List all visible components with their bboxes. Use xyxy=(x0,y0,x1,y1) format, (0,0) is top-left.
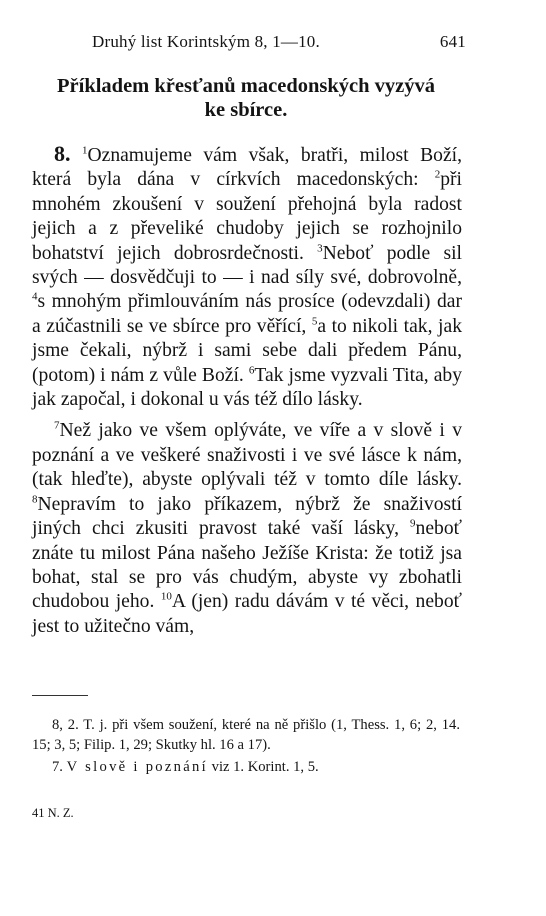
footnote-2-rest: viz 1. Korint. 1, 5. xyxy=(208,759,319,775)
verse-text: Tak jsme vyzvali Tita, aby jak započal, i dokonal u vás též dílo lásky. xyxy=(32,364,462,411)
verse-text: neboť znáte tu milost Pána našeho Ježíše Krista: že totiž jsa bohat, stal se pro vás chudým, abyste vy zbohatli chudobou jeho. xyxy=(32,518,462,613)
paragraph-2 xyxy=(32,419,462,639)
verse-text: při mnohém zkoušení v soužení přehojná byla radost jejich a z převeliké chudoby jejich se rozhojnilo bohatství jejich dobrosrdečnosti. xyxy=(32,169,462,264)
verse-number: 6 xyxy=(248,364,255,377)
printer-signature: 41 N. Z. xyxy=(32,806,74,820)
verse-text: Neboť podle sil svých — dosvědčuji to — i nad síly své, dobrovolně, xyxy=(32,242,462,289)
page-number: 641 xyxy=(439,32,466,51)
verse-text: Než jako ve všem oplýváte, ve víře a v slově i v poznání a ve veškeré snaživosti i ve své lásce k nám, (tak hleďte), abyste oplývali též v tomto díle lásky. xyxy=(32,420,462,491)
footnote-rule xyxy=(32,695,88,696)
running-head-title: Druhý list Korintským 8, 1—10. xyxy=(92,32,320,51)
verse-number: 3 xyxy=(317,242,323,255)
footnote-2 xyxy=(32,758,460,778)
verse-text: A (jen) radu dávám v té věci, neboť jest to užitečno vám, xyxy=(32,591,462,637)
footnotes xyxy=(32,716,460,781)
verse-text: a to nikoli tak, jak jsme čekali, nýbrž i sami sebe dali předem Pánu, (potom) i nám z vůle Boží. xyxy=(32,315,462,386)
footnote-1: 8, 2. T. j. při všem soužení, které na ně přišlo (1, Thess. 1, 6; 2, 14. 15; 3, 5; Filip. 1, 29; Skutky hl. 16 a 17). xyxy=(32,717,460,753)
verse-number: 4 xyxy=(32,290,38,303)
body-text xyxy=(32,142,462,639)
verse-number: 5 xyxy=(311,315,318,328)
verse-number: 1 xyxy=(81,144,88,157)
verse-text: Nepravím to jako příkazem, nýbrž že snaživostí jiných chci zkusiti pravost také vaší lásky, xyxy=(32,493,462,540)
verse-number: 7 xyxy=(54,419,60,432)
verse-number: 9 xyxy=(410,517,416,530)
section-heading-line-1: Příkladem křesťanů macedonských vyzývá xyxy=(57,75,435,97)
footnote-2-ref: 7. xyxy=(52,759,63,775)
verse-number: 8 xyxy=(32,493,38,506)
chapter-number: 8. xyxy=(54,141,71,166)
running-head xyxy=(92,32,466,52)
section-heading xyxy=(32,74,460,122)
footnote-2-spaced-phrase: V slově i poznání xyxy=(66,759,208,775)
verse-number: 10 xyxy=(160,590,172,603)
verse-number: 2 xyxy=(434,168,441,181)
verse-text: Oznamujeme vám však, bratři, milost Boží, která byla dána v církvích macedonských: xyxy=(32,145,462,191)
verse-text: s mnohým přimlouváním nás prosíce (odevzdali) dar a zúčastnili se ve sbírce pro věřící, xyxy=(32,291,462,337)
paragraph-1 xyxy=(32,142,462,412)
section-heading-line-2: ke sbírce. xyxy=(204,99,288,121)
